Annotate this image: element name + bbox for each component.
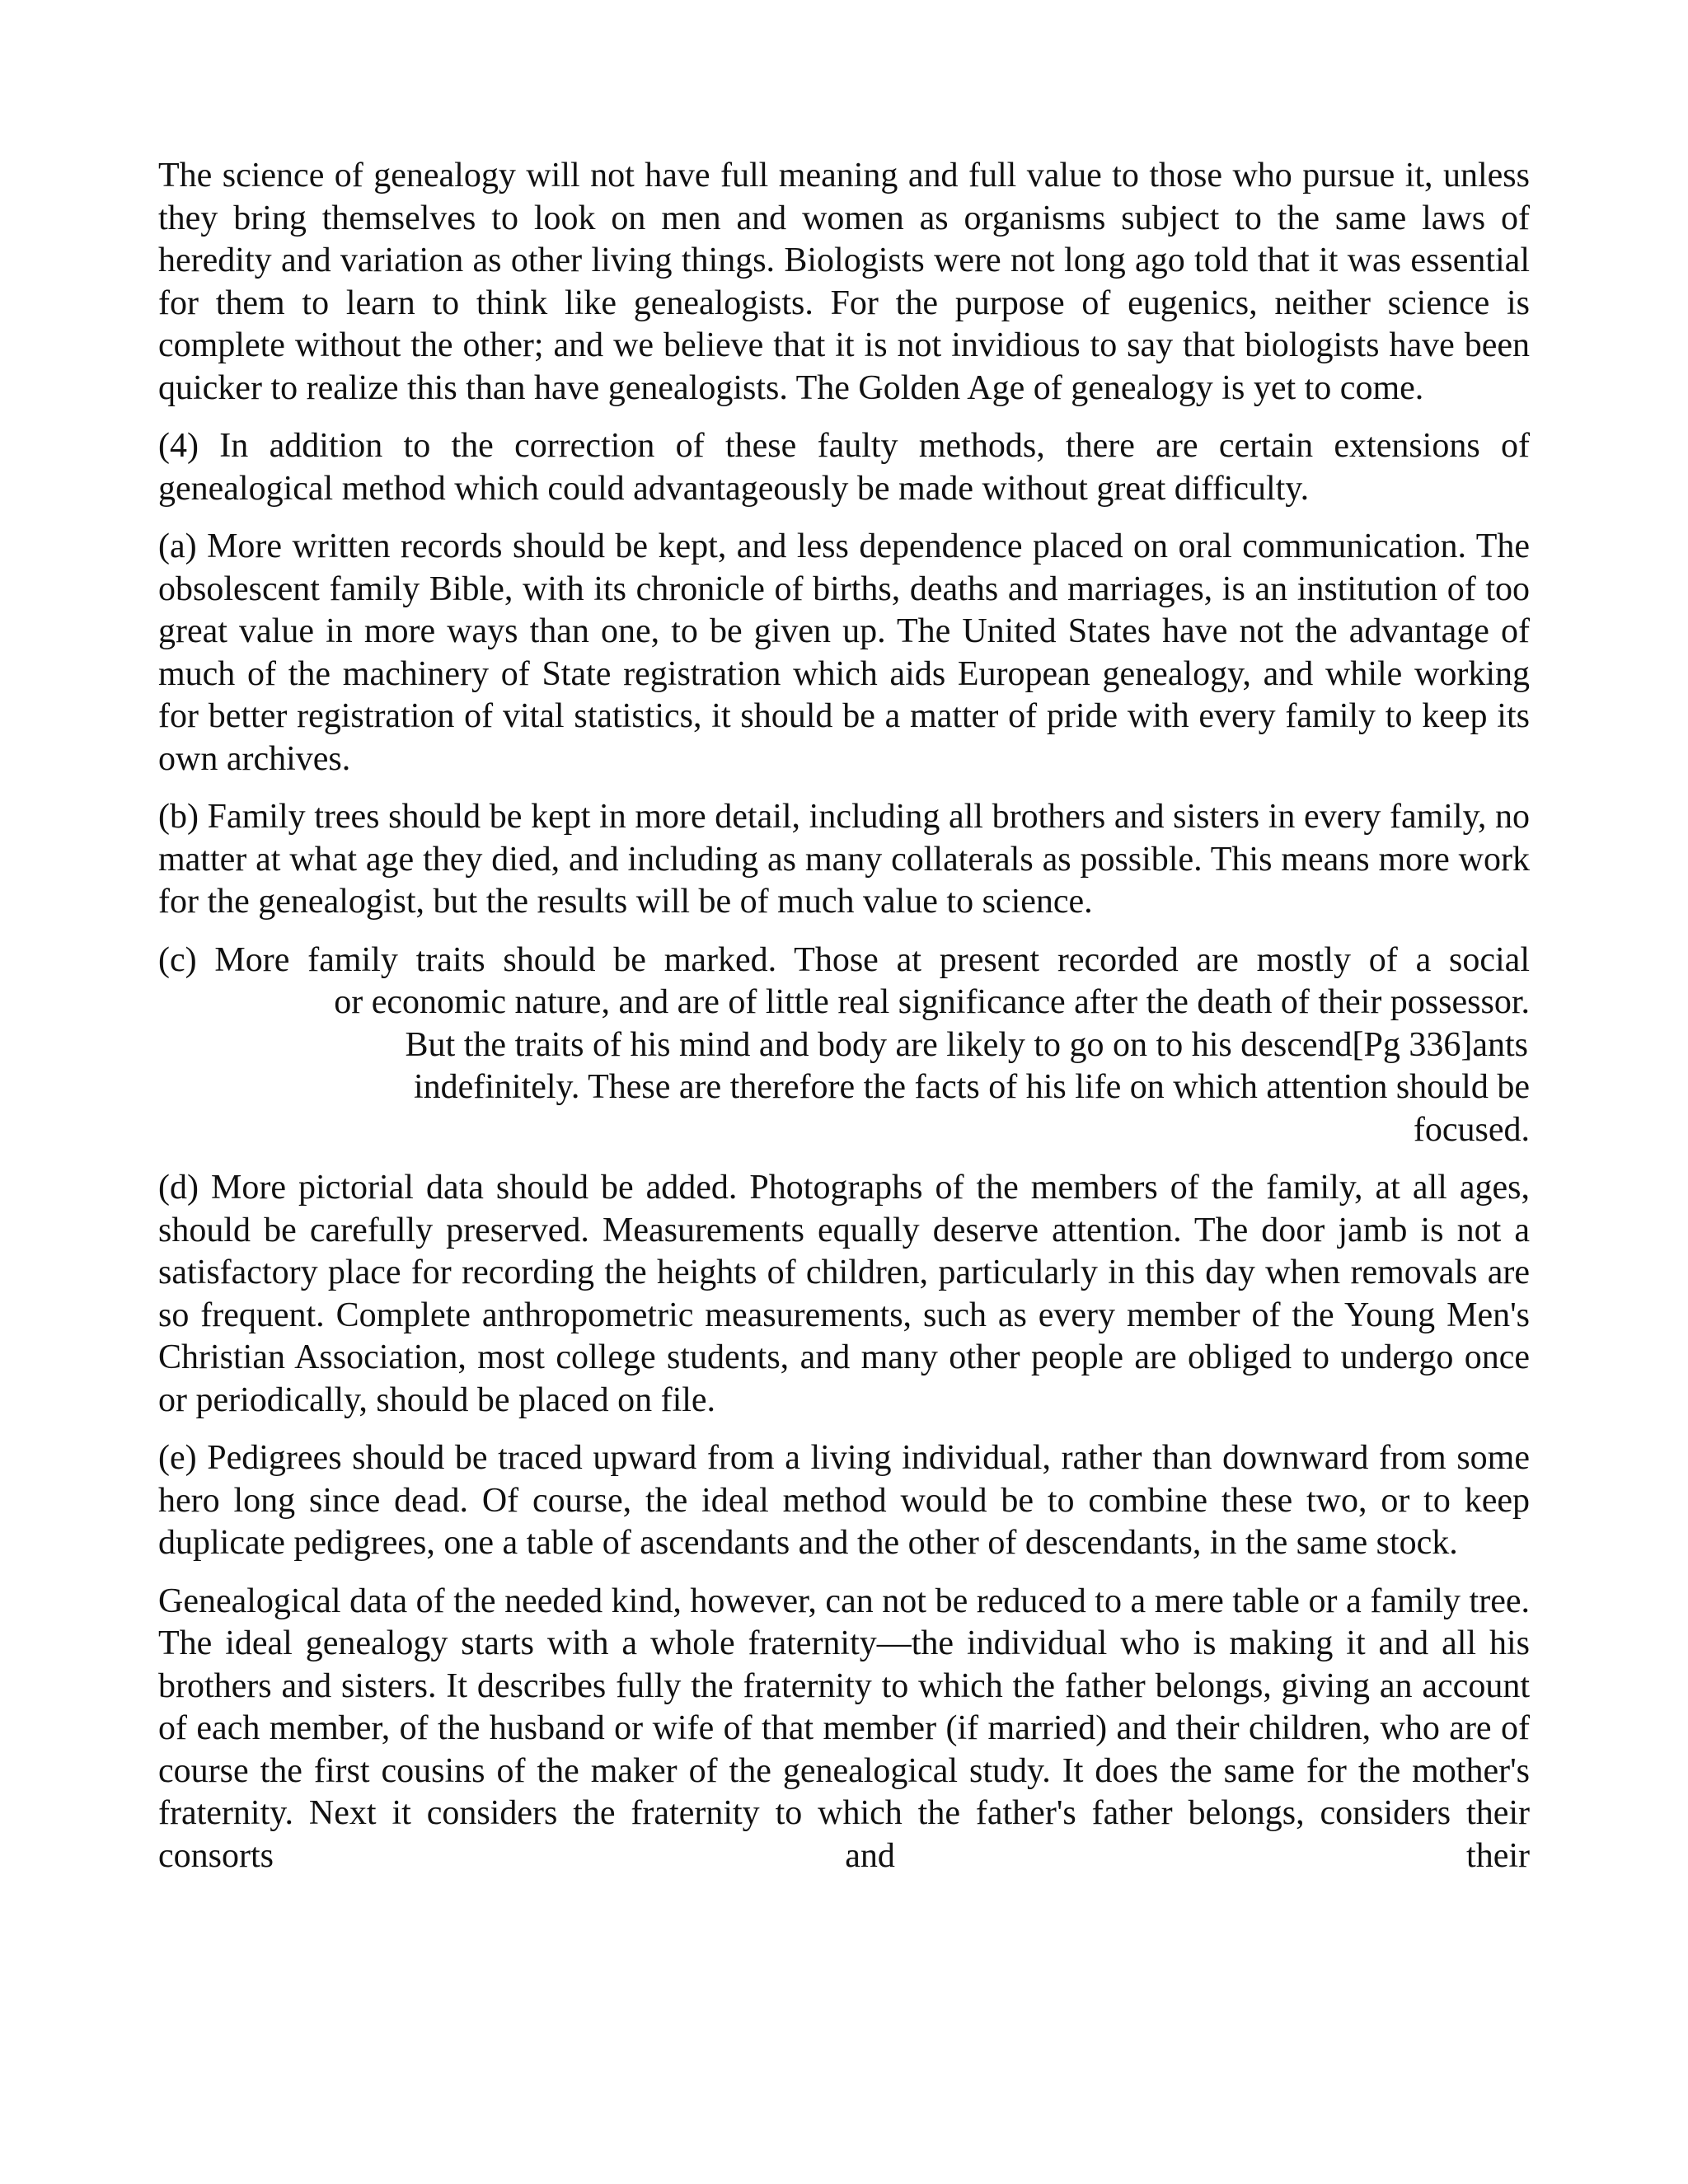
paragraph-genealogy-science: The science of genealogy will not have full meaning and full value to those who pursue it, unless they bring themselves to look on men and women as organisms subject to the same laws of heredity and variation as other living things. Biologists were not long ago told that it was essential for them to learn to think like genealogists. For the purpose of eugenics, neither science is complete without the other; and we believe that it is not invidious to say that biologists have been quicker to realize this than have genealogists. The Golden Age of genealogy is yet to come. bbox=[158, 157, 1530, 407]
item-c-line-2: or economic nature, and are of little real significance after the death of their possessor. bbox=[334, 983, 1530, 1021]
paragraph-item-a: (a) More written records should be kept, and less dependence placed on oral communication. The obsolescent family Bible, with its chronicle of births, deaths and marriages, is an institution of too great value in more ways than one, to be given up. The United States have not the advantage of much of the machinery of State registration which aids European genealogy, and while working for better registration of vital statistics, it should be a matter of pride with every family to keep its own archives. bbox=[158, 527, 1530, 778]
item-c-line-5: focused. bbox=[1413, 1110, 1530, 1149]
paragraph-item-c bbox=[158, 940, 1530, 1152]
document-page bbox=[158, 155, 1530, 1877]
item-c-line-1: (c) More family traits should be marked. Those at present recorded are mostly of a social bbox=[158, 940, 1530, 979]
paragraph-item-d: (d) More pictorial data should be added. Photographs of the members of the family, at all ages, should be carefully preserved. Measurements equally deserve attention. The door jamb is not a satisfactory place for recording the heights of children, particularly in this day when removals are so frequent. Complete anthropometric measurements, such as every member of the Young Men's Christian Association, most college students, and many other people are obliged to undergo once or periodically, should be placed on file. bbox=[158, 1169, 1530, 1419]
paragraph-item-b: (b) Family trees should be kept in more detail, including all brothers and sisters in every family, no matter at what age they died, and including as many collaterals as possible. This means more work for the genealogist, but the results will be of much value to science. bbox=[158, 798, 1530, 921]
paragraph-genealogical-data: Genealogical data of the needed kind, however, can not be reduced to a mere table or a family tree. The ideal genealogy starts with a whole fraternity—the individual who is making it and all his brothers and sisters. It describes fully the fraternity to which the father belongs, giving an account of each member, of the husband or wife of that member (if married) and their children, who are of course the first cousins of the maker of the genealogical study. It does the same for the mother's fraternity. Next it considers the fraternity to which the father's father belongs, considers their consorts and their bbox=[158, 1582, 1530, 1875]
paragraph-item-4: (4) In addition to the correction of these faulty methods, there are certain extensions of genealogical method which could advantageously be made without great difficulty. bbox=[158, 427, 1530, 508]
item-c-line-4: indefinitely. These are therefore the facts of his life on which attention should be bbox=[413, 1068, 1530, 1106]
item-c-line-3: But the traits of his mind and body are likely to go on to his descend[Pg 336]ants bbox=[405, 1025, 1528, 1064]
paragraph-item-e: (e) Pedigrees should be traced upward from a living individual, rather than downward from some hero long since dead. Of course, the ideal method would be to combine these two, or to keep duplicate pedigrees, one a table of ascendants and the other of descendants, in the same stock. bbox=[158, 1439, 1530, 1562]
